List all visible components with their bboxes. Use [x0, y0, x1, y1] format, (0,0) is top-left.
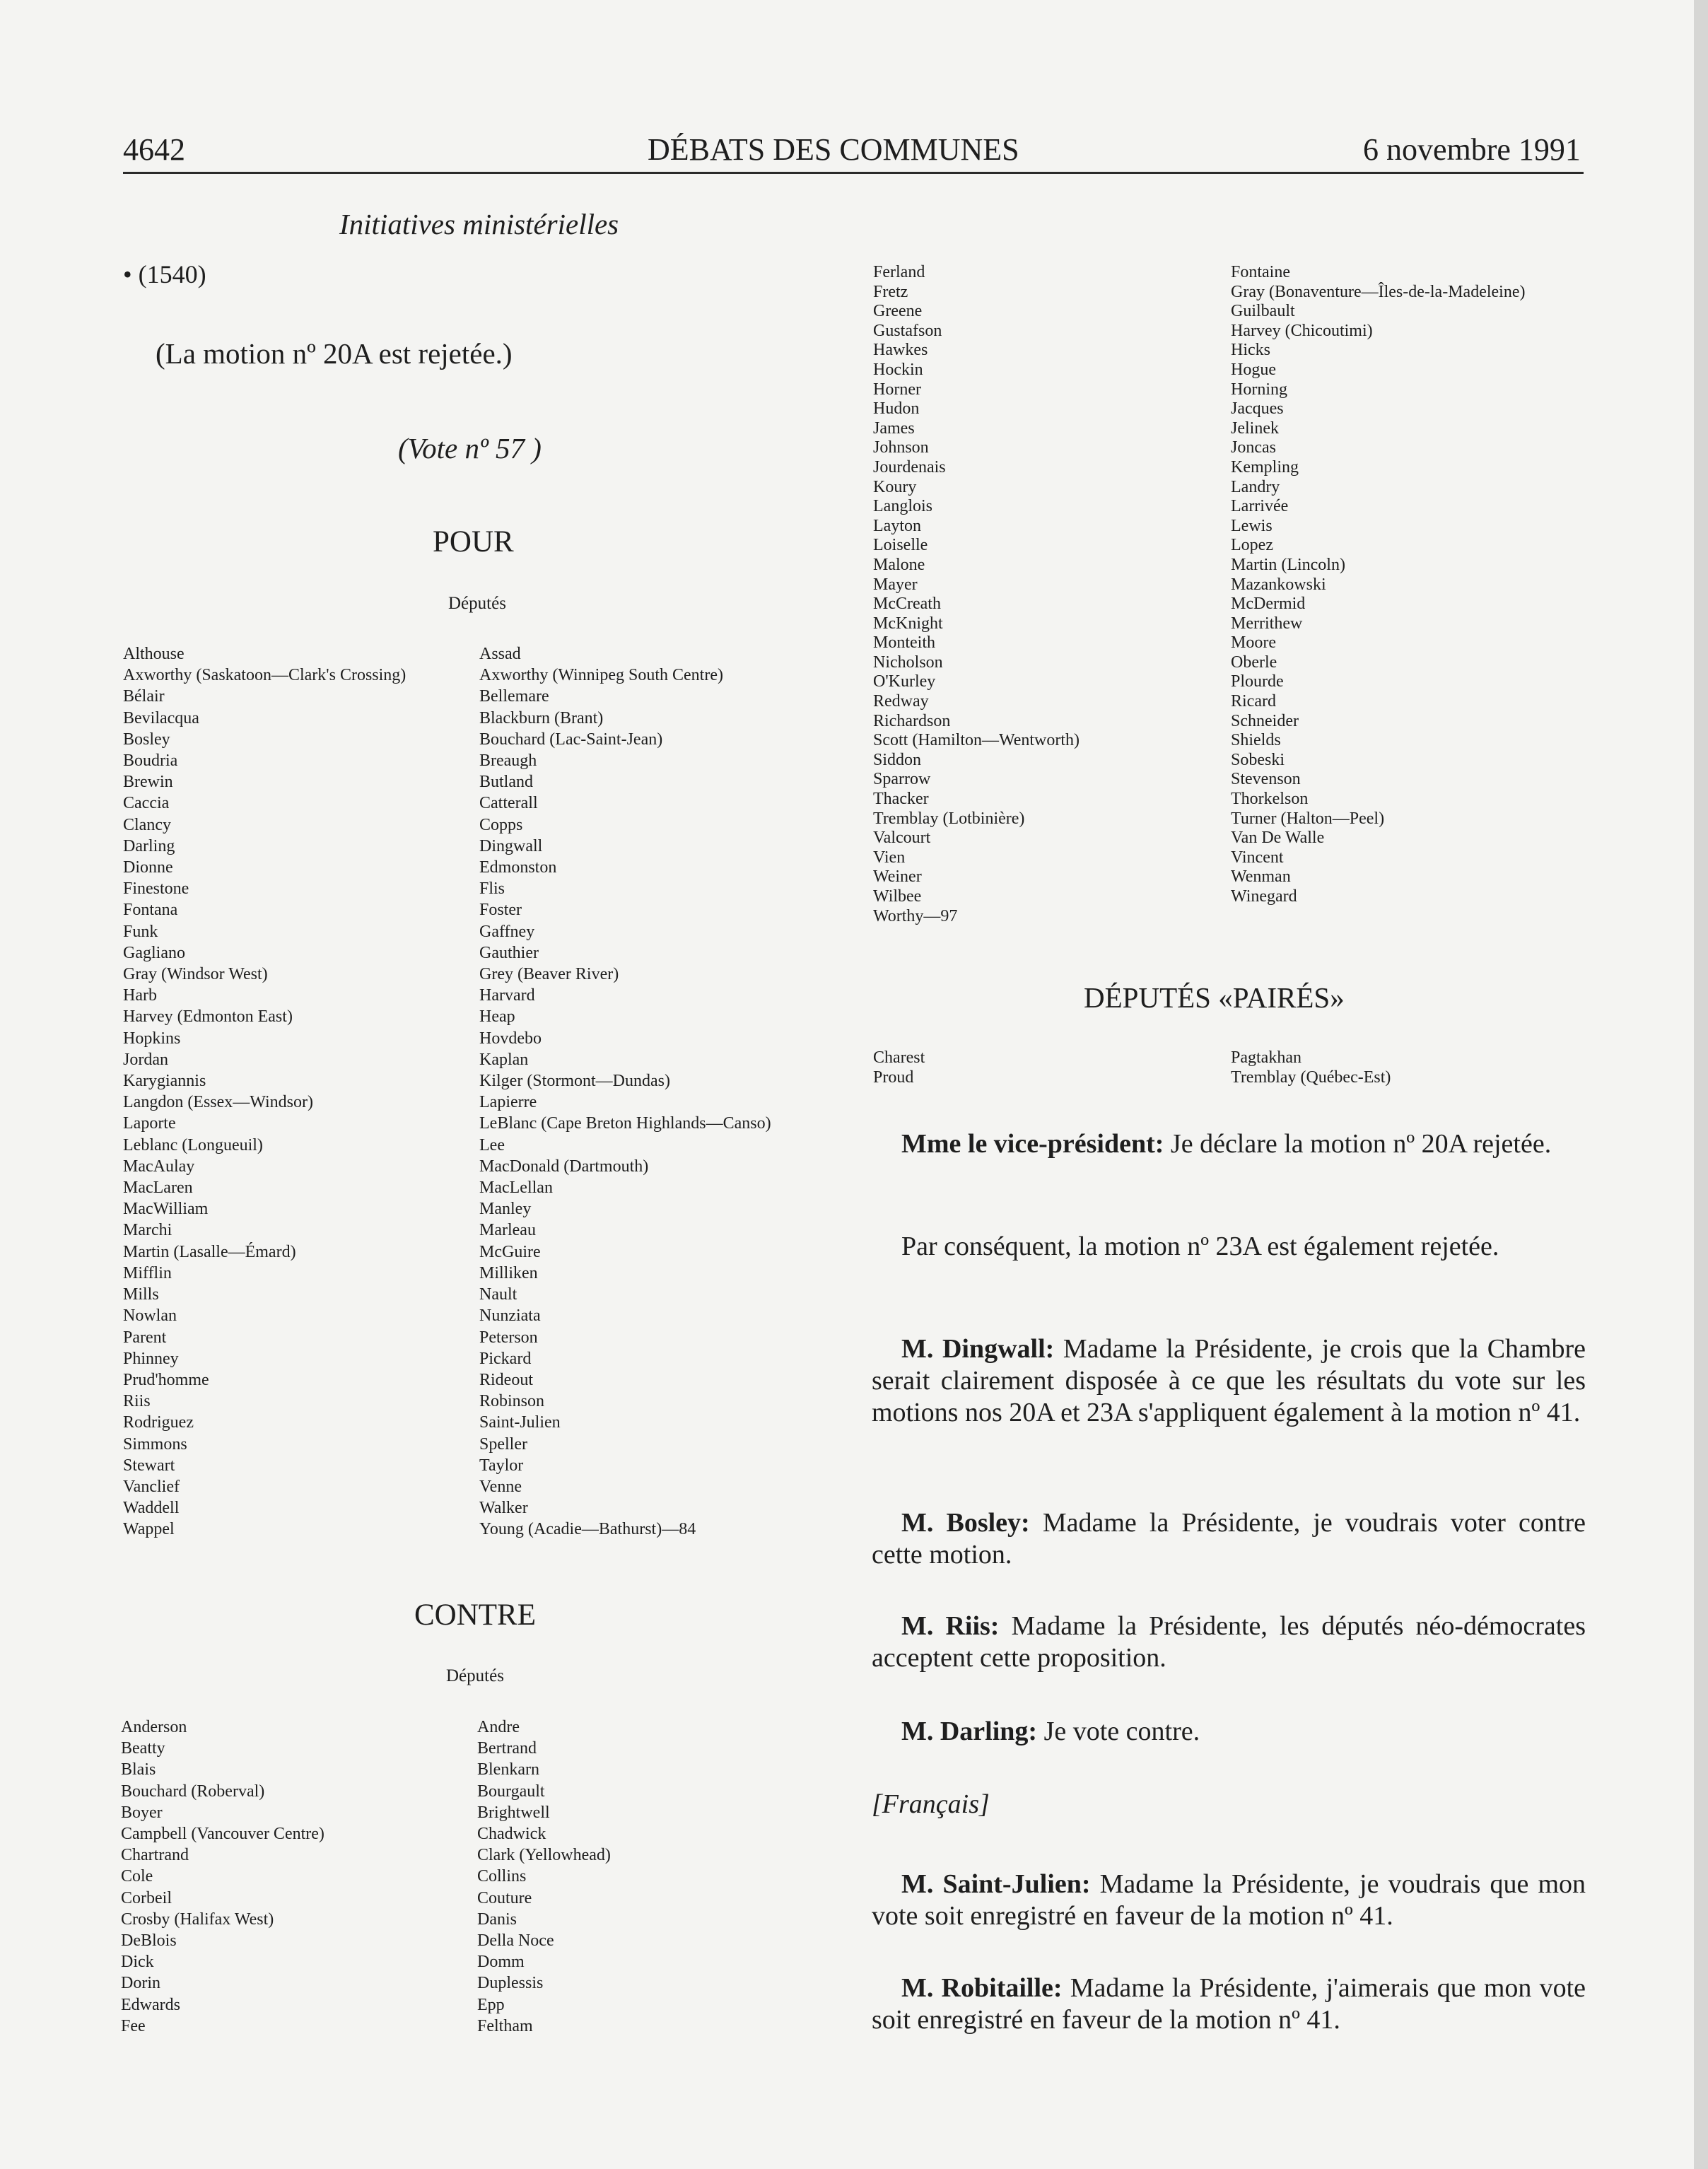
member-name: Nunziata [479, 1306, 541, 1326]
member-name: Karygiannis [123, 1072, 206, 1091]
member-name: Mifflin [123, 1263, 172, 1282]
member-name: Jelinek [1231, 419, 1279, 438]
member-name: Sobeski [1231, 750, 1285, 769]
member-name: Harvard [479, 986, 535, 1005]
member-name: Jordan [123, 1050, 168, 1069]
member-name: Axworthy (Saskatoon—Clark's Crossing) [123, 666, 406, 685]
member-name: Vincent [1231, 848, 1284, 867]
member-name: Dorin [121, 1974, 160, 1993]
pour-column-1 [123, 643, 406, 1540]
member-name: Stevenson [1231, 770, 1301, 789]
member-name: Merrithew [1231, 614, 1303, 633]
member-name: Ricard [1231, 692, 1276, 711]
member-name: Bélair [123, 687, 165, 706]
member-name: Collins [477, 1867, 527, 1886]
member-name: Andre [477, 1718, 520, 1736]
member-name: O'Kurley [873, 672, 936, 691]
speaker-name: M. Dingwall: [901, 1334, 1055, 1364]
member-name: MacWilliam [123, 1200, 209, 1219]
member-name: Scott (Hamilton—Wentworth) [873, 731, 1080, 750]
member-name: Nault [479, 1285, 517, 1304]
member-name: Siddon [873, 750, 922, 769]
member-name: Grey (Beaver River) [479, 965, 619, 984]
member-name: Schneider [1231, 711, 1299, 730]
member-name: MacDonald (Dartmouth) [479, 1157, 649, 1176]
member-name: McDermid [1231, 595, 1306, 614]
member-name: Blackburn (Brant) [479, 708, 604, 727]
member-name: Hawkes [873, 341, 928, 360]
member-name: Langdon (Essex—Windsor) [123, 1093, 313, 1112]
member-name: Greene [873, 302, 923, 321]
page-title: DÉBATS DES COMMUNES [648, 132, 1019, 167]
member-name: Layton [873, 516, 921, 535]
contre-column-2 [477, 1717, 611, 2037]
member-name: Saint-Julien [479, 1413, 561, 1432]
member-name: Hicks [1231, 341, 1270, 360]
member-name: Ferland [873, 263, 925, 281]
member-name: Fretz [873, 282, 908, 301]
member-name: Edmonston [479, 858, 557, 877]
member-name: Guilbault [1231, 302, 1295, 321]
member-name: Sparrow [873, 770, 931, 789]
member-name: Parent [123, 1328, 167, 1347]
member-name: Cole [121, 1867, 153, 1886]
motion-result: (La motion nº 20A est rejetée.) [156, 337, 513, 370]
member-name: Couture [477, 1888, 532, 1907]
member-name: Nowlan [123, 1306, 177, 1326]
member-name: Butland [479, 773, 533, 792]
member-name: Finestone [123, 879, 189, 899]
member-name: Larrivée [1231, 497, 1289, 516]
member-name: Simmons [123, 1434, 187, 1454]
paragraph-dingwall: M. Dingwall: Madame la Présidente, je crois que la Chambre serait clairement disposée à ce que les résultats du vote sur les motions nos 20A et 23A s'appliquent également à la motion nº 41. [872, 1334, 1586, 1427]
member-name: Pagtakhan [1231, 1048, 1302, 1067]
member-name: Fontana [123, 901, 178, 920]
member-name: Assad [479, 645, 521, 663]
member-name: Mazankowski [1231, 575, 1326, 594]
member-name: Bourgault [477, 1782, 545, 1801]
member-name: Hovdebo [479, 1029, 542, 1048]
member-name: Gray (Bonaventure—Îles-de-la-Madeleine) [1231, 282, 1526, 301]
member-name: Blenkarn [477, 1760, 539, 1779]
member-name: Loiselle [873, 536, 928, 555]
member-name: Catterall [479, 794, 538, 813]
paragraph-bosley: M. Bosley: Madame la Présidente, je voudrais voter contre cette motion. [872, 1508, 1586, 1569]
member-name: Young (Acadie—Bathurst)—84 [479, 1520, 696, 1539]
member-name: McCreath [873, 595, 941, 614]
member-name: Kaplan [479, 1050, 529, 1069]
member-name: Chartrand [121, 1846, 189, 1865]
member-name: Gauthier [479, 943, 539, 962]
member-name: Anderson [121, 1718, 187, 1736]
member-name: Plourde [1231, 672, 1284, 691]
member-name: Kempling [1231, 457, 1299, 477]
member-name: Jourdenais [873, 457, 946, 477]
member-name: Tremblay (Québec-Est) [1231, 1068, 1391, 1087]
member-name: Taylor [479, 1456, 524, 1475]
member-name: Copps [479, 815, 523, 834]
scan-border [1694, 0, 1708, 2169]
member-name: Hockin [873, 360, 923, 379]
member-name: Duplessis [477, 1974, 544, 1993]
member-name: Feltham [477, 2016, 533, 2035]
member-name: Horner [873, 380, 921, 399]
member-name: Fee [121, 2016, 146, 2035]
contre-column-3 [873, 263, 1080, 926]
member-name: Brightwell [477, 1803, 550, 1822]
member-name: Vien [873, 848, 906, 867]
member-name: Corbeil [121, 1888, 172, 1907]
member-name: Shields [1231, 731, 1281, 750]
member-name: Vanclief [123, 1477, 180, 1496]
member-name: Harvey (Chicoutimi) [1231, 321, 1373, 340]
member-name: Venne [479, 1477, 522, 1496]
member-name: Bertrand [477, 1739, 537, 1758]
member-name: Axworthy (Winnipeg South Centre) [479, 666, 723, 685]
paragraph-robitaille: M. Robitaille: Madame la Présidente, j'aimerais que mon vote soit enregistré en faveur de la motion nº 41. [872, 1973, 1586, 2035]
member-name: Lewis [1231, 516, 1273, 535]
member-name: Walker [479, 1499, 528, 1518]
contre-heading: CONTRE [414, 1598, 536, 1632]
member-name: Robinson [479, 1392, 545, 1411]
member-name: Kilger (Stormont—Dundas) [479, 1072, 670, 1091]
member-name: Martin (Lasalle—Émard) [123, 1242, 296, 1261]
member-name: Horning [1231, 380, 1287, 399]
member-name: Hopkins [123, 1029, 181, 1048]
member-name: James [873, 419, 915, 438]
member-name: Danis [477, 1910, 517, 1929]
member-name: MacAulay [123, 1157, 195, 1176]
member-name: Peterson [479, 1328, 538, 1347]
member-name: Laporte [123, 1114, 176, 1133]
member-name: Stewart [123, 1456, 175, 1475]
contre-column-1 [121, 1717, 324, 2037]
member-name: Lapierre [479, 1093, 537, 1112]
paragraph-vice-president: Mme le vice-président: Je déclare la motion nº 20A rejetée. [901, 1129, 1552, 1159]
member-name: Mills [123, 1285, 159, 1304]
member-name: Milliken [479, 1263, 538, 1282]
member-name: Van De Walle [1231, 829, 1325, 848]
member-name: Dingwall [479, 836, 543, 855]
time-marker: • (1540) [123, 260, 206, 288]
section-heading: Initiatives ministérielles [339, 208, 619, 240]
member-name: Dick [121, 1953, 154, 1972]
member-name: Riis [123, 1392, 151, 1411]
member-name: Koury [873, 477, 917, 496]
member-name: Beatty [121, 1739, 165, 1758]
member-name: Funk [123, 922, 158, 941]
member-name: Boudria [123, 752, 178, 771]
member-name: Bevilacqua [123, 708, 199, 727]
member-name: Caccia [123, 794, 170, 813]
member-name: Domm [477, 1953, 525, 1972]
page-number: 4642 [123, 132, 185, 167]
member-name: McKnight [873, 614, 943, 633]
pour-heading: POUR [433, 525, 514, 559]
member-name: Langlois [873, 497, 932, 516]
member-name: Clancy [123, 815, 171, 834]
member-name: Harvey (Edmonton East) [123, 1007, 293, 1027]
member-name: Proud [873, 1068, 914, 1087]
member-name: Martin (Lincoln) [1231, 555, 1345, 574]
speaker-name: Mme le vice-président: [901, 1129, 1164, 1159]
member-name: Fontaine [1231, 263, 1290, 281]
vote-label: (Vote nº 57 ) [398, 432, 542, 464]
member-name: Blais [121, 1760, 156, 1779]
member-name: Oberle [1231, 653, 1277, 672]
member-name: Hudon [873, 399, 920, 419]
speaker-name: M. Riis: [901, 1611, 1000, 1641]
member-name: MacLaren [123, 1179, 193, 1198]
member-name: Mayer [873, 575, 918, 594]
member-name: Johnson [873, 438, 929, 457]
member-name: Waddell [123, 1499, 180, 1518]
member-name: Lee [479, 1135, 505, 1154]
member-name: Della Noce [477, 1931, 554, 1951]
member-name: Harb [123, 986, 157, 1005]
contre-subheading: Députés [446, 1666, 504, 1685]
pour-subheading: Députés [448, 594, 506, 613]
member-name: Heap [479, 1007, 515, 1027]
member-name: Brewin [123, 773, 173, 792]
member-name: Speller [479, 1434, 527, 1454]
header-rule [123, 172, 1584, 174]
member-name: Edwards [121, 1995, 180, 2014]
member-name: McGuire [479, 1242, 541, 1261]
member-name: Lopez [1231, 536, 1273, 555]
pour-column-2 [479, 643, 771, 1540]
member-name: Nicholson [873, 653, 943, 672]
member-name: MacLellan [479, 1179, 553, 1198]
member-name: Foster [479, 901, 522, 920]
member-name: Marleau [479, 1221, 536, 1240]
member-name: Gustafson [873, 321, 942, 340]
member-name: DeBlois [121, 1931, 177, 1951]
member-name: Clark (Yellowhead) [477, 1846, 611, 1865]
member-name: Wenman [1231, 867, 1291, 887]
member-name: Campbell (Vancouver Centre) [121, 1825, 324, 1844]
member-name: Hogue [1231, 360, 1276, 379]
contre-column-4 [1231, 263, 1525, 907]
member-name: LeBlanc (Cape Breton Highlands—Canso) [479, 1114, 771, 1133]
member-name: Tremblay (Lotbinière) [873, 809, 1025, 828]
paragraph-consequence: Par conséquent, la motion nº 23A est également rejetée. [901, 1232, 1499, 1261]
member-name: Epp [477, 1995, 505, 2014]
member-name: Phinney [123, 1349, 179, 1368]
member-name: Pickard [479, 1349, 532, 1368]
member-name: Thorkelson [1231, 790, 1309, 809]
paragraph-darling: M. Darling: Je vote contre. [901, 1717, 1200, 1746]
member-name: Monteith [873, 633, 935, 653]
member-name: Flis [479, 879, 505, 899]
member-name: Crosby (Halifax West) [121, 1910, 274, 1929]
member-name: Prud'homme [123, 1370, 209, 1389]
member-name: Rodriguez [123, 1413, 194, 1432]
member-name: Althouse [123, 645, 185, 663]
member-name: Bouchard (Roberval) [121, 1782, 265, 1801]
speaker-name: M. Darling: [901, 1717, 1038, 1746]
paires-column-1 [873, 1048, 925, 1087]
member-name: Gaffney [479, 922, 535, 941]
member-name: Charest [873, 1048, 925, 1067]
language-marker: [Français] [872, 1789, 990, 1819]
member-name: Worthy—97 [873, 906, 958, 925]
member-name: Malone [873, 555, 925, 574]
member-name: Chadwick [477, 1825, 546, 1844]
member-name: Bouchard (Lac-Saint-Jean) [479, 730, 663, 749]
member-name: Wappel [123, 1520, 175, 1539]
paires-column-2 [1231, 1048, 1391, 1087]
member-name: Joncas [1231, 438, 1276, 457]
member-name: Dionne [123, 858, 173, 877]
member-name: Valcourt [873, 829, 931, 848]
paragraph-saint-julien: M. Saint-Julien: Madame la Présidente, je voudrais que mon vote soit enregistré en faveur de la motion nº 41. [872, 1869, 1586, 1931]
member-name: Jacques [1231, 399, 1284, 419]
member-name: Rideout [479, 1370, 533, 1389]
page-date: 6 novembre 1991 [1363, 132, 1581, 167]
member-name: Bosley [123, 730, 170, 749]
member-name: Gray (Windsor West) [123, 965, 268, 984]
paires-heading: DÉPUTÉS «PAIRÉS» [1084, 981, 1345, 1014]
member-name: Marchi [123, 1221, 172, 1240]
member-name: Wilbee [873, 887, 922, 906]
member-name: Bellemare [479, 687, 549, 706]
member-name: Weiner [873, 867, 922, 887]
speaker-name: M. Robitaille: [901, 1973, 1063, 2003]
member-name: Boyer [121, 1803, 163, 1822]
member-name: Darling [123, 836, 175, 855]
member-name: Redway [873, 692, 929, 711]
member-name: Breaugh [479, 752, 537, 771]
member-name: Thacker [873, 790, 929, 809]
member-name: Winegard [1231, 887, 1297, 906]
speaker-name: M. Saint-Julien: [901, 1869, 1091, 1899]
member-name: Turner (Halton—Peel) [1231, 809, 1385, 828]
member-name: Manley [479, 1200, 532, 1219]
member-name: Leblanc (Longueuil) [123, 1135, 263, 1154]
member-name: Richardson [873, 711, 951, 730]
member-name: Moore [1231, 633, 1276, 653]
speaker-name: M. Bosley: [901, 1508, 1030, 1538]
paragraph-riis: M. Riis: Madame la Présidente, les députés néo-démocrates acceptent cette proposition. [872, 1611, 1586, 1673]
member-name: Gagliano [123, 943, 185, 962]
member-name: Landry [1231, 477, 1280, 496]
